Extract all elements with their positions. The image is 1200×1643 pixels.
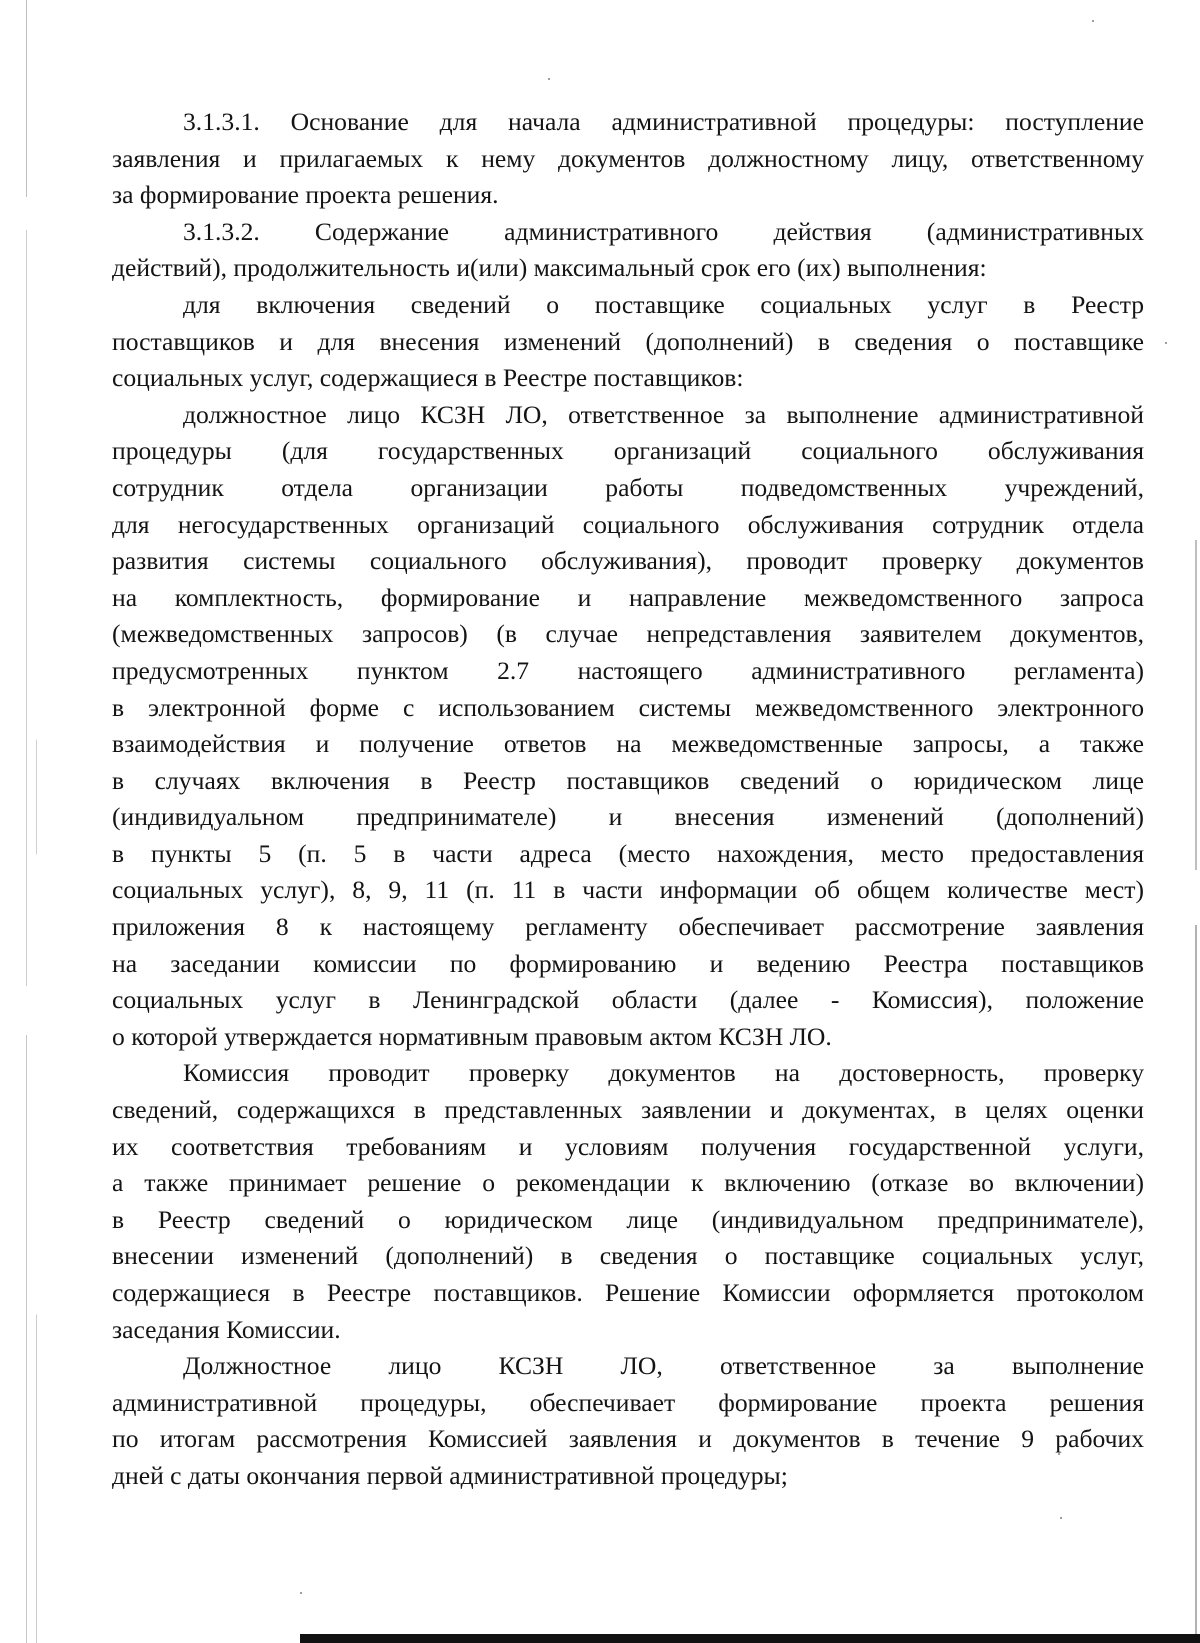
text-line: по итогам рассмотрения Комиссией заявления и документов в течение 9 рабочих xyxy=(112,1424,1144,1454)
scan-speck xyxy=(548,78,550,80)
text-line: приложения 8 к настоящему регламенту обеспечивает рассмотрение заявления xyxy=(112,912,1144,942)
text-line: 3.1.3.1. Основание для начала административной процедуры: поступление xyxy=(183,107,1144,136)
text-line: на комплектность, формирование и направление межведомственного запроса xyxy=(112,582,1144,612)
text-line: действий), продолжительность и(или) максимальный срок его (их) выполнения: xyxy=(112,253,987,283)
scan-speck xyxy=(300,1592,302,1594)
text-line: (межведомственных запросов) (в случае непредставления заявителем документов, xyxy=(112,619,1144,649)
text-line: социальных услуг в Ленинградской области (далее - Комиссия), положение xyxy=(112,985,1144,1015)
text-line: социальных услуг), 8, 9, 11 (п. 11 в части информации об общем количестве мест) xyxy=(112,875,1144,905)
text-line: сведений, содержащихся в представленных заявлении и документах, в целях оценки xyxy=(112,1095,1144,1125)
paragraph-commission xyxy=(112,1055,1144,1348)
text-line: внесении изменений (дополнений) в сведения о поставщике социальных услуг, xyxy=(112,1241,1144,1271)
scan-bottom-bar xyxy=(300,1634,1200,1643)
text-line: их соответствия требованиям и условиям получения государственной услуги, xyxy=(112,1131,1144,1161)
text-line: в случаях включения в Реестр поставщиков сведений о юридическом лице xyxy=(112,765,1144,795)
text-line: в электронной форме с использованием системы межведомственного электронного xyxy=(112,692,1144,722)
text-line: а также принимает решение о рекомендации к включению (отказе во включении) xyxy=(112,1168,1144,1198)
paragraph-inclusion-intro xyxy=(112,287,1144,397)
text-line: (индивидуальном предпринимателе) и внесения изменений (дополнений) xyxy=(112,802,1144,832)
text-line: о которой утверждается нормативным правовым актом КСЗН ЛО. xyxy=(112,1021,832,1051)
text-line: дней с даты окончания первой административной процедуры; xyxy=(112,1460,788,1490)
text-line: Комиссия проводит проверку документов на достоверность, проверку xyxy=(183,1058,1144,1088)
scan-edge-line xyxy=(26,0,27,1643)
text-line: для включения сведений о поставщике социальных услуг в Реестр xyxy=(183,289,1144,319)
text-line: в пункты 5 (п. 5 в части адреса (место нахождения, место предоставления xyxy=(112,838,1144,868)
document-body xyxy=(112,104,1144,1495)
paragraph-official-duties xyxy=(112,397,1144,1056)
scan-speck xyxy=(1092,20,1094,22)
text-line: предусмотренных пунктом 2.7 настоящего административного регламента) xyxy=(112,655,1144,685)
text-line: развития системы социального обслуживания), проводит проверку документов xyxy=(112,546,1144,576)
text-line: содержащиеся в Реестре поставщиков. Решение Комиссии оформляется протоколом xyxy=(112,1278,1144,1307)
scan-speck xyxy=(1060,1517,1062,1519)
scan-speck xyxy=(1165,342,1167,344)
paragraph-3-1-3-1 xyxy=(112,104,1144,214)
text-line: для негосударственных организаций социального обслуживания сотрудник отдела xyxy=(112,509,1144,539)
text-line: взаимодействия и получение ответов на межведомственные запросы, а также xyxy=(112,729,1144,759)
text-line: 3.1.3.2. Содержание административного действия (административных xyxy=(183,216,1144,246)
text-line: за формирование проекта решения. xyxy=(112,180,499,210)
text-line: поставщиков и для внесения изменений (дополнений) в сведения о поставщике xyxy=(112,326,1144,356)
text-line: заявления и прилагаемых к нему документов должностному лицу, ответственному xyxy=(112,143,1144,173)
text-line: на заседании комиссии по формированию и ведению Реестра поставщиков xyxy=(112,948,1144,978)
text-line: процедуры (для государственных организаций социального обслуживания xyxy=(112,436,1144,466)
scan-edge-line xyxy=(36,0,37,1643)
text-line: административной процедуры, обеспечивает формирование проекта решения xyxy=(112,1387,1144,1417)
paragraph-draft-decision xyxy=(112,1348,1144,1494)
text-line: сотрудник отдела организации работы подведомственных учреждений, xyxy=(112,472,1144,502)
text-line: в Реестр сведений о юридическом лице (индивидуальном предпринимателе), xyxy=(112,1204,1144,1234)
paragraph-3-1-3-2 xyxy=(112,214,1144,287)
text-line: Должностное лицо КСЗН ЛО, ответственное за выполнение xyxy=(183,1351,1144,1381)
scan-right-edge xyxy=(1195,540,1197,1640)
text-line: социальных услуг, содержащиеся в Реестре поставщиков: xyxy=(112,363,744,393)
text-line: заседания Комиссии. xyxy=(112,1314,341,1344)
text-line: должностное лицо КСЗН ЛО, ответственное за выполнение административной xyxy=(183,399,1144,429)
